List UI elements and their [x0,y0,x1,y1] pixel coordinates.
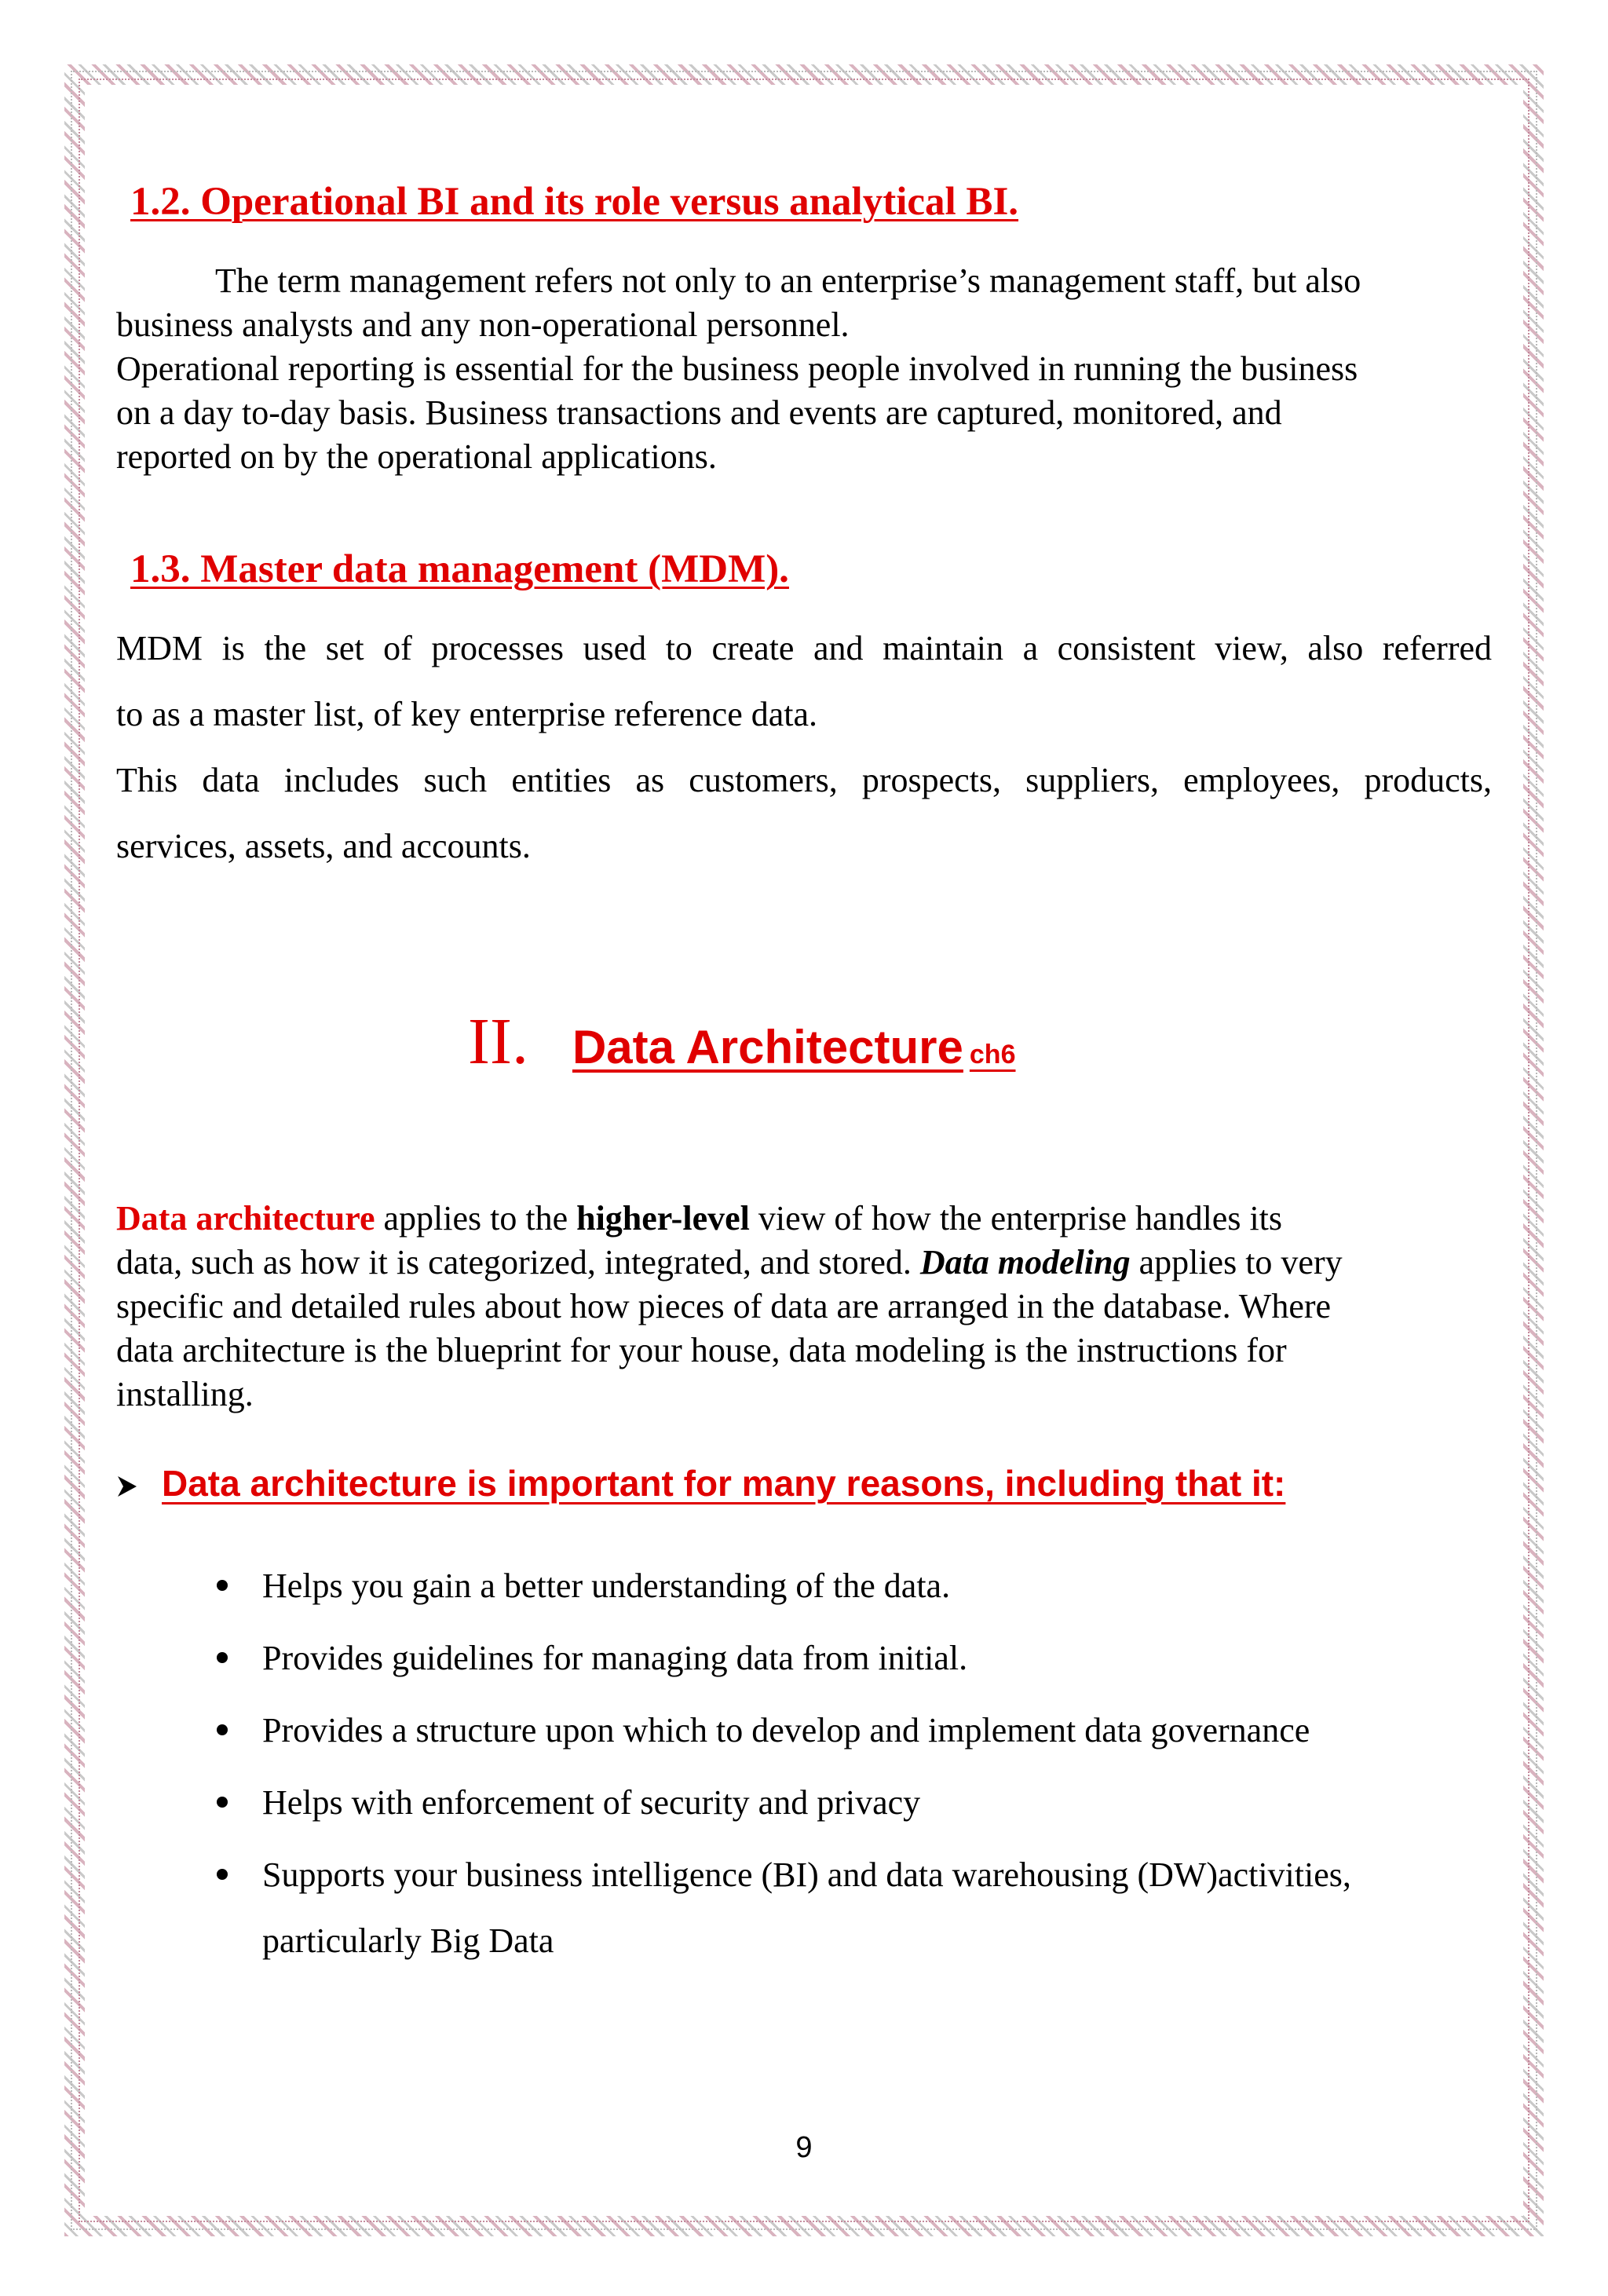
list-item-continuation: particularly Big Data [262,1921,554,1960]
paragraph-line: reported on by the operational applications. [116,437,717,476]
paragraph-line: Operational reporting is essential for the business people involved in running the business [116,349,1358,388]
term-data-architecture: Data architecture [116,1199,375,1238]
list-item: Provides a structure upon which to develop and implement data governance [214,1698,1501,1764]
importance-heading-text: Data architecture is important for many reasons, including that it: [162,1463,1286,1504]
page-number: 9 [795,2131,813,2164]
section-1-2-paragraph [116,259,1492,479]
term-data-modeling: Data modeling [919,1243,1131,1281]
paragraph-line: The term management refers not only to an enterprise’s management staff, but also [215,261,1361,300]
section-title-text: Data Architecture [572,1021,963,1073]
paragraph-line: to as a master list, of key enterprise reference data. [116,695,818,733]
bullet-icon [217,1652,228,1663]
paragraph-line: business analysts and any non-operational personnel. [116,305,850,344]
list-item: Provides guidelines for managing data from initial. [214,1625,1501,1691]
section-numeral: II. [468,1005,528,1078]
term-higher-level: higher-level [576,1199,750,1238]
importance-list [214,1553,1501,1980]
bullet-icon [217,1797,228,1808]
paragraph-line: installing. [116,1375,254,1413]
list-item: Helps you gain a better understanding of the data. [214,1553,1501,1619]
paragraph-line: services, assets, and accounts. [116,827,531,865]
list-item: Supports your business intelligence (BI) and data warehousing (DW)activities, [214,1842,1501,1908]
paragraph-line: data architecture is the blueprint for your house, data modeling is the instructions for [116,1331,1287,1369]
chapter-tag: ch6 [969,1040,1016,1069]
data-architecture-paragraph: Data architecture applies to the higher-level view of how the enterprise handles its data, such as how it is categorized, integrated, and stored. Data modeling applies to very specific and detailed rules about how pieces of data are arranged in the database. Where data architecture is the blueprint for your house, data modeling is the instructions for installing. [116,1197,1492,1417]
paragraph-line: This data includes such entities as customers, prospects, suppliers, employees, products, [116,761,1492,799]
bullet-icon [217,1724,228,1735]
paragraph-line: specific and detailed rules about how pieces of data are arranged in the database. Where [116,1287,1332,1325]
paragraph-line: MDM is the set of processes used to create and maintain a consistent view, also referred [116,629,1492,667]
arrowhead-bullet-icon [116,1475,138,1498]
section-ii-title [468,1004,1015,1080]
section-1-3-paragraph [116,616,1492,879]
bullet-icon [217,1869,228,1880]
list-item: Helps with enforcement of security and privacy [214,1770,1501,1836]
section-1-3-heading: 1.3. Master data management (MDM). [130,547,789,591]
paragraph-line: on a day to-day basis. Business transactions and events are captured, monitored, and [116,393,1282,432]
importance-heading [116,1462,1285,1504]
bullet-icon [217,1580,228,1591]
section-1-2-heading: 1.2. Operational BI and its role versus analytical BI. [130,180,1019,224]
